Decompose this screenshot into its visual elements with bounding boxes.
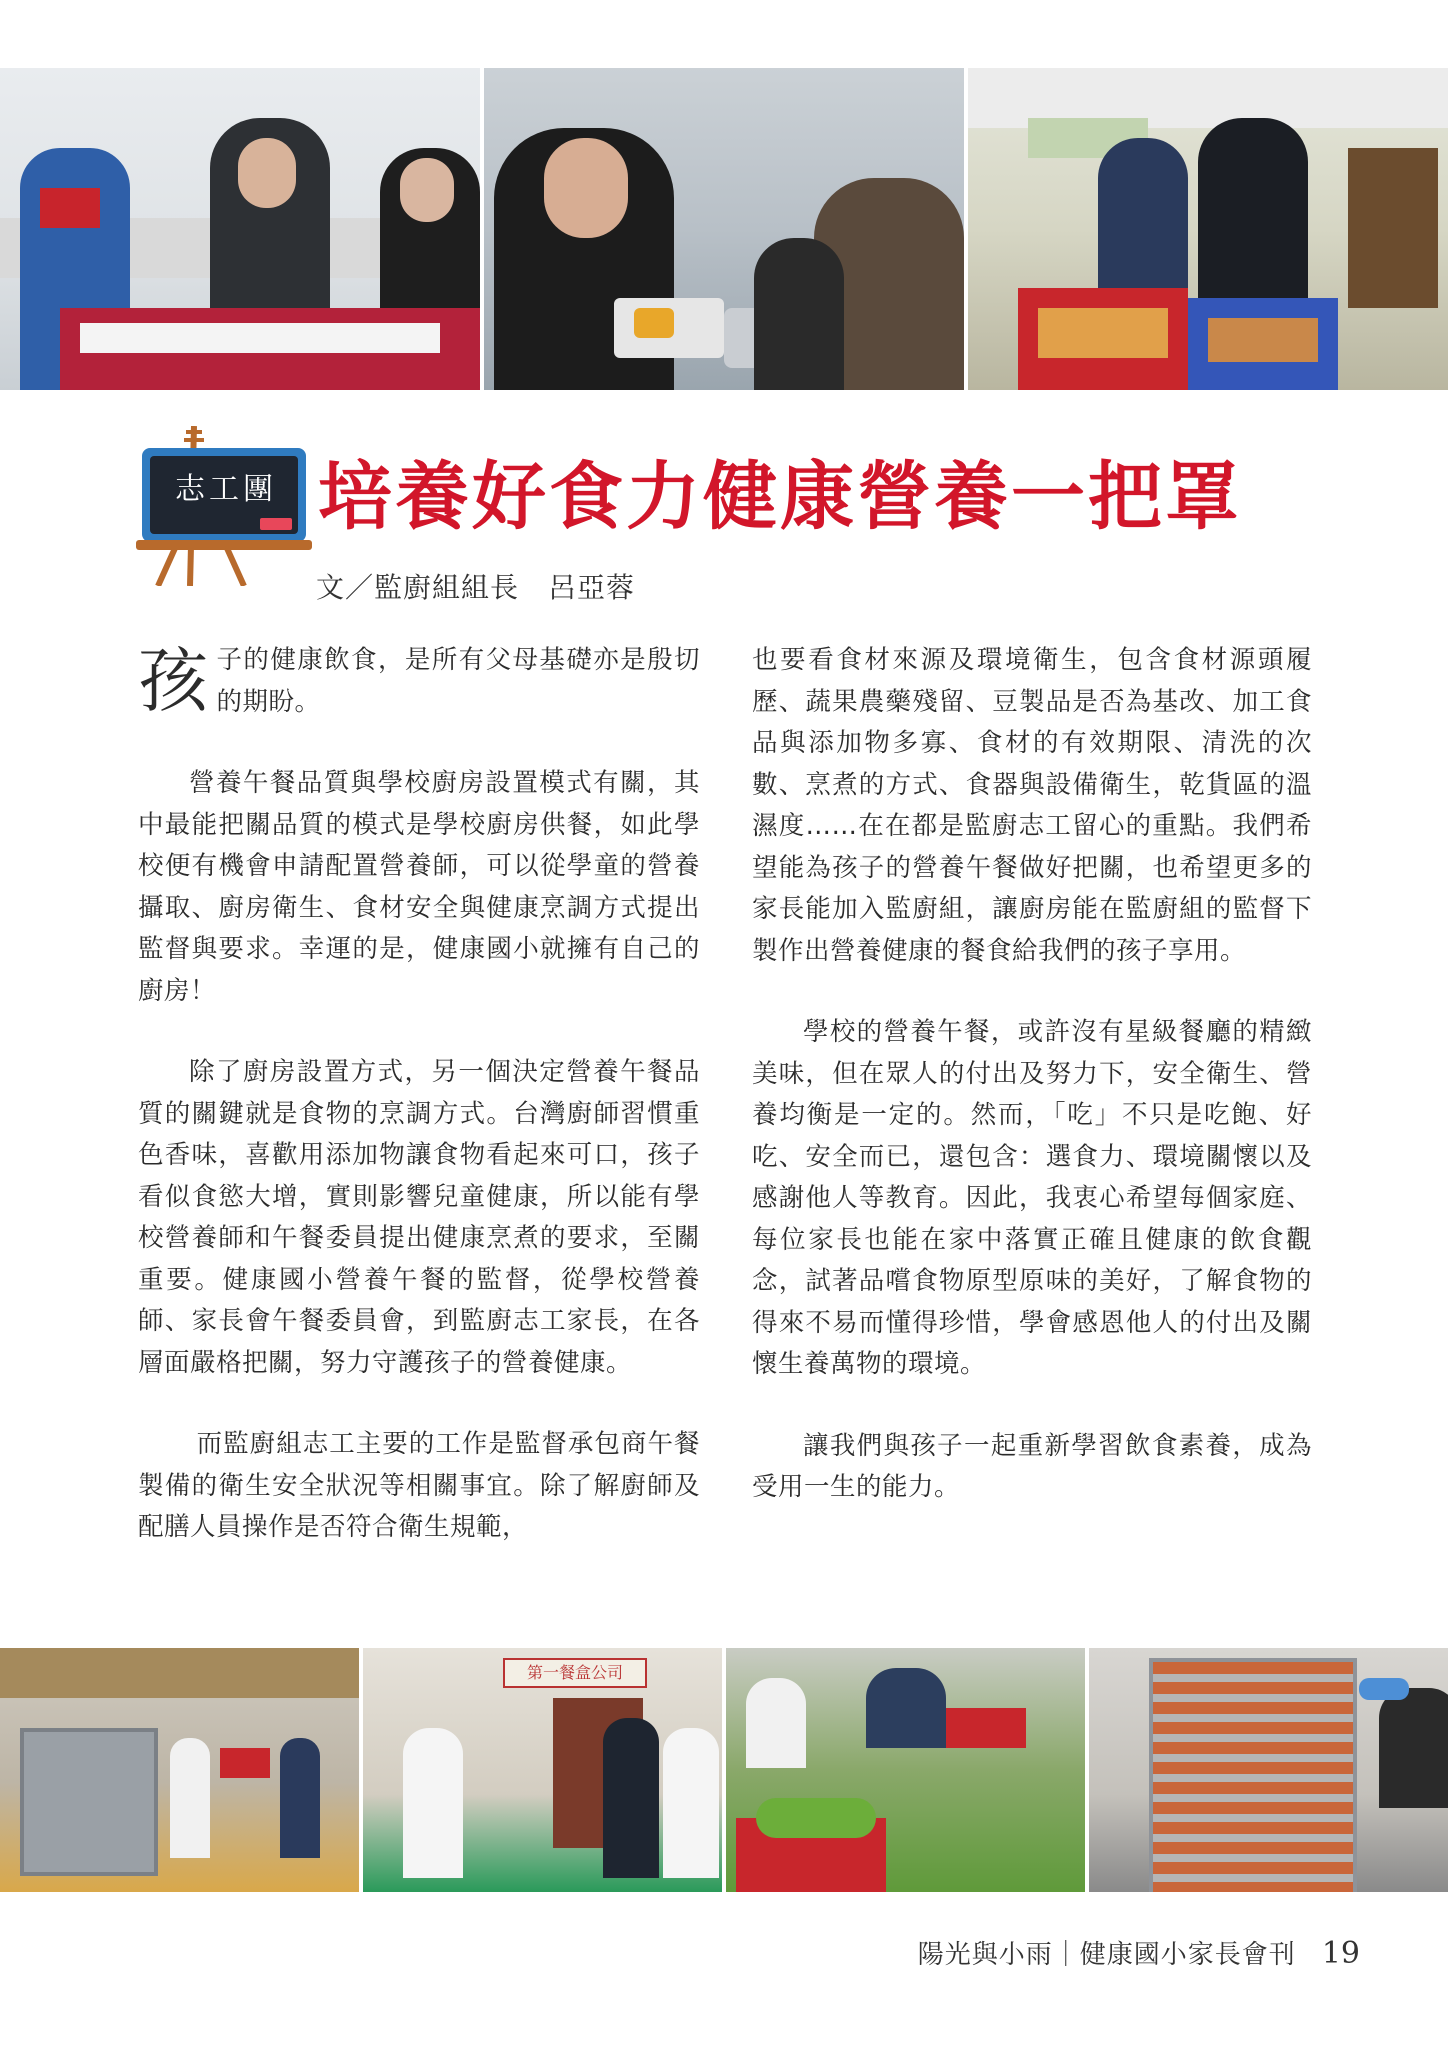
drop-cap: 孩 [138, 640, 209, 722]
paragraph: 讓我們與孩子一起重新學習飲食素養，成為受用一生的能力。 [752, 1430, 1312, 1502]
article-title: 培養好食力健康營養一把罩 [318, 454, 1242, 540]
photo-tasting-event [0, 68, 480, 390]
article-column-left [138, 640, 700, 1589]
paragraph: 營養午餐品質與學校廚房設置模式有關，其中最能把關品質的模式是學校廚房供餐，如此學校便有機會申請配置營養師，可以從學童的營養攝取、廚房衛生、食材安全與健康烹調方式提出監督與要求。幸運的是，健康國小就擁有自己的廚房！ [138, 768, 700, 1006]
paragraph: 孩子的健康飲食，是所有父母基礎亦是殷切的期盼。 [138, 640, 700, 722]
photo-vegetable-prep [726, 1648, 1085, 1892]
bottom-photo-strip [0, 1648, 1448, 1892]
volunteer-team-badge [136, 426, 314, 586]
paragraph: 除了廚房設置方式，另一個決定營養午餐品質的關鍵就是食物的烹調方式。台灣廚師習慣重色香味，喜歡用添加物讓食物看起來可口，孩子看似食慾大增，實則影響兒童健康，所以能有學校營養師和午餐委員提出健康烹煮的要求，至關重要。健康國小營養午餐的監督，從學校營養師、家長會午餐委員會，到監廚志工家長，在各層面嚴格把關，努力守護孩子的營養健康。 [138, 1057, 700, 1378]
photo-tray-cart [1089, 1648, 1448, 1892]
paragraph: 也要看食材來源及環境衛生，包含食材源頭履歷、蔬果農藥殘留、豆製品是否為基改、加工食品與添加物多寡、食材的有效期限、清洗的次數、烹煮的方式、食器與設備衛生，乾貨區的溫濕度……在在都是監廚志工留心的重點。我們希望能為孩子的營養午餐做好把關，也希望更多的家長能加入監廚組，讓廚房能在監廚組的監督下製作出營養健康的餐食給我們的孩子享用。 [752, 645, 1312, 966]
article-column-right [752, 640, 1312, 1549]
paragraph: 學校的營養午餐，或許沒有星級餐廳的精緻美味，但在眾人的付出及努力下，安全衛生、營養均衡是一定的。然而，「吃」不只是吃飽、好吃、安全而已，還包含：選食力、環境關懷以及感謝他人等教育。因此，我衷心希望每個家庭、每位家長也能在家中落實正確且健康的飲食觀念，試著品嚐食物原型原味的美好，了解食物的得來不易而懂得珍惜，學會感恩他人的付出及關懷生養萬物的環境。 [752, 1017, 1312, 1379]
photo-food-trays [968, 68, 1448, 390]
company-sign: 第一餐盒公司 [526, 1663, 623, 1682]
paragraph: 而監廚組志工主要的工作是監督承包商午餐製備的衛生安全狀況等相關事宜。除了解廚師及配膳人員操作是否符合衛生規範， [138, 1429, 700, 1542]
byline: 文／監廚組組長 呂亞蓉 [316, 571, 636, 604]
photo-kitchen-racks [0, 1648, 359, 1892]
photo-catering-company [363, 1648, 722, 1892]
page-footer [918, 1934, 1360, 1971]
top-photo-strip [0, 68, 1448, 390]
badge-label: 志工團 [175, 472, 277, 507]
photo-classroom-lunch [484, 68, 964, 390]
magazine-name: 陽光與小雨｜健康國小家長會刊 [917, 1940, 1296, 1970]
page-number: 19 [1321, 1936, 1360, 1971]
